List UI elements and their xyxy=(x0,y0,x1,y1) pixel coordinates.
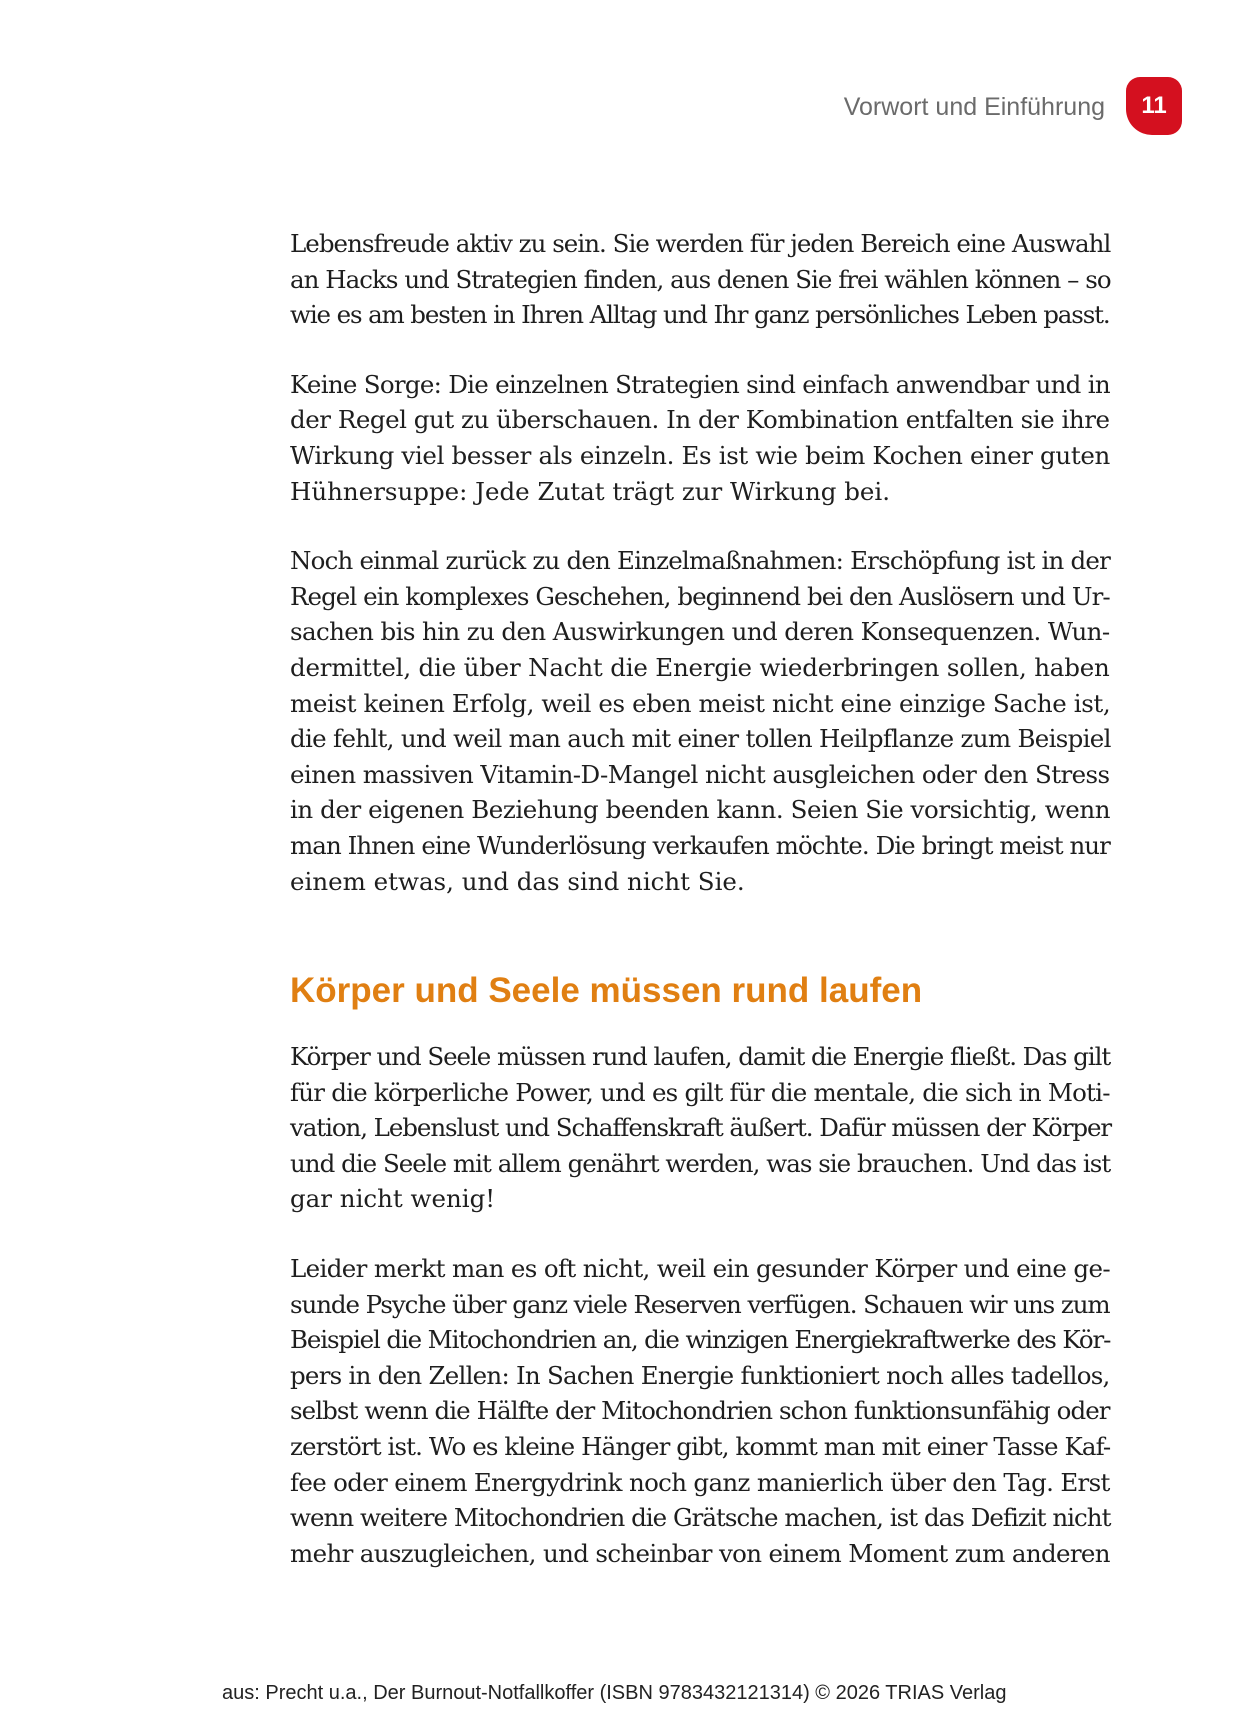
text-line: einem etwas, und das sind nicht Sie. xyxy=(290,866,745,896)
source-footer: aus: Precht u.a., Der Burnout-Notfallkoffer (ISBN 9783432121314) © 2026 TRIAS Verlag xyxy=(222,1682,1007,1704)
text-line: Wirkung viel besser als einzeln. Es ist wie beim Kochen einer guten xyxy=(290,440,1110,470)
text-block-after-section xyxy=(290,1039,1110,1571)
text-line: die fehlt, und weil man auch mit einer tollen Heilpflanze zum Beispiel xyxy=(290,724,1111,754)
text-block-before-section xyxy=(290,226,1110,899)
text-line: zerstört ist. Wo es kleine Hänger gibt, kommt man mit einer Tasse Kaf- xyxy=(290,1432,1111,1462)
text-line: sachen bis hin zu den Auswirkungen und deren Konsequenzen. Wun- xyxy=(290,617,1110,647)
text-line: pers in den Zellen: In Sachen Energie funktioniert noch alles tadellos, xyxy=(290,1360,1110,1390)
text-line: Körper und Seele müssen rund laufen, damit die Energie fließt. Das gilt xyxy=(290,1042,1111,1072)
text-line: und die Seele mit allem genährt werden, was sie brauchen. Und das ist xyxy=(290,1148,1111,1178)
text-line: in der eigenen Beziehung beenden kann. Seien Sie vorsichtig, wenn xyxy=(290,795,1111,825)
text-line: an Hacks und Strategien finden, aus denen Sie frei wählen können – so xyxy=(290,264,1111,294)
text-line: wenn weitere Mitochondrien die Grätsche machen, ist das Defizit nicht xyxy=(290,1503,1111,1533)
text-line: sunde Psyche über ganz viele Reserven verfügen. Schauen wir uns zum xyxy=(290,1289,1110,1319)
paragraph xyxy=(290,226,1110,333)
text-line: selbst wenn die Hälfte der Mitochondrien schon funktionsunfähig oder xyxy=(290,1396,1110,1426)
paragraph xyxy=(290,1039,1110,1217)
text-line: Noch einmal zurück zu den Einzelmaßnahmen: Erschöpfung ist in der xyxy=(290,546,1111,576)
section-heading: Körper und Seele müssen rund laufen xyxy=(290,971,923,1011)
page-number-badge: 11 xyxy=(1126,77,1182,135)
text-line: Hühnersuppe: Jede Zutat trägt zur Wirkung bei. xyxy=(290,476,890,506)
text-line: Regel ein komplexes Geschehen, beginnend bei den Auslösern und Ur- xyxy=(290,581,1110,611)
text-line: man Ihnen eine Wunderlösung verkaufen möchte. Die bringt meist nur xyxy=(290,830,1110,860)
text-line: mehr auszugleichen, und scheinbar von einem Moment zum anderen xyxy=(290,1538,1110,1568)
text-line: einen massiven Vitamin-D-Mangel nicht ausgleichen oder den Stress xyxy=(290,759,1110,789)
text-line: vation, Lebenslust und Schaffenskraft äußert. Dafür müssen der Körper xyxy=(290,1113,1112,1143)
paragraph xyxy=(290,1251,1110,1571)
text-line: wie es am besten in Ihren Alltag und Ihr ganz persönliches Leben passt. xyxy=(290,300,1110,330)
text-line: Lebensfreude aktiv zu sein. Sie werden für jeden Bereich eine Auswahl xyxy=(290,229,1111,258)
text-line: Keine Sorge: Die einzelnen Strategien sind einfach anwendbar und in xyxy=(290,369,1110,399)
text-line: fee oder einem Energydrink noch ganz manierlich über den Tag. Erst xyxy=(290,1467,1110,1497)
paragraph xyxy=(290,367,1110,509)
text-line: für die körperliche Power, und es gilt für die mentale, die sich in Moti- xyxy=(290,1077,1110,1107)
text-line: Leider merkt man es oft nicht, weil ein gesunder Körper und eine ge- xyxy=(290,1254,1110,1284)
text-line: meist keinen Erfolg, weil es eben meist nicht eine einzige Sache ist, xyxy=(290,688,1111,718)
text-line: dermittel, die über Nacht die Energie wiederbringen sollen, haben xyxy=(290,652,1110,682)
paragraph xyxy=(290,543,1110,899)
text-line: Beispiel die Mitochondrien an, die winzigen Energiekraftwerke des Kör- xyxy=(290,1325,1111,1355)
page-body xyxy=(290,226,1110,1605)
text-line: gar nicht wenig! xyxy=(290,1184,496,1214)
text-line: der Regel gut zu überschauen. In der Kombination entfalten sie ihre xyxy=(290,405,1110,435)
running-header-title: Vorwort und Einführung xyxy=(843,93,1105,121)
